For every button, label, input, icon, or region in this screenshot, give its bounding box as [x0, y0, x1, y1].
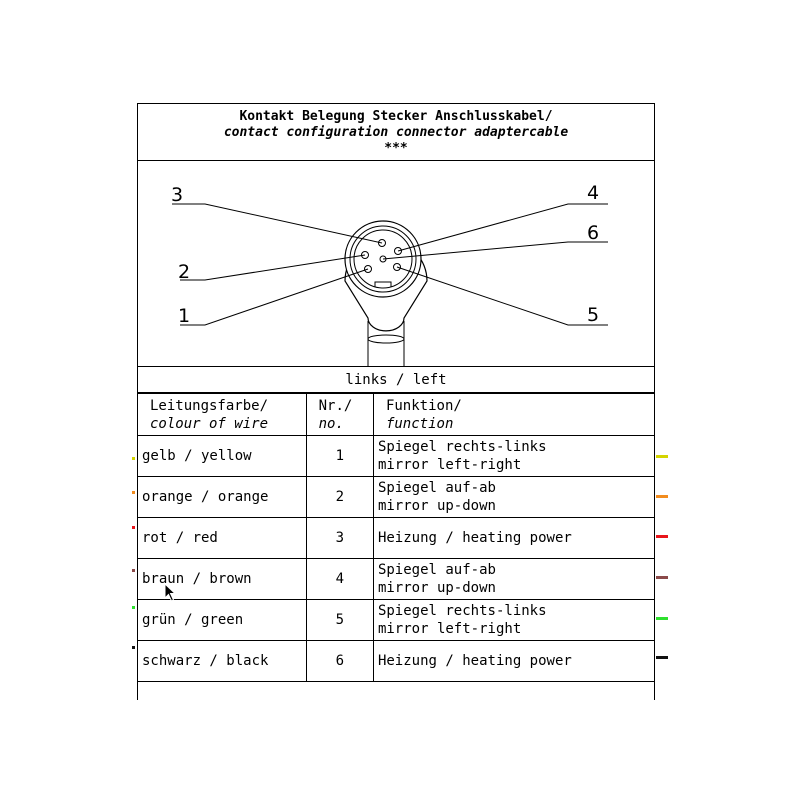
wire-colour: gelb / yellow: [138, 436, 306, 477]
function-de: Spiegel rechts-links: [377, 603, 547, 619]
table-row: [138, 600, 655, 641]
wiring-sheet: [137, 103, 655, 700]
wire-colour: orange / orange: [138, 477, 306, 518]
side-label: links / left: [138, 367, 654, 393]
leader-3: [172, 204, 382, 243]
wire-mark-right: [656, 617, 668, 620]
function-de: Heizung / heating power: [377, 530, 572, 546]
header-nr-en: no.: [318, 415, 344, 432]
function-de: Spiegel auf-ab: [377, 480, 496, 496]
leader-5: [397, 267, 608, 325]
function-en: mirror left-right: [377, 457, 522, 473]
leader-4: [398, 204, 608, 251]
sheet-title: [138, 104, 654, 161]
leader-2: [180, 255, 365, 280]
pin-label-2: 2: [178, 261, 191, 283]
pin-number: 1: [306, 436, 373, 477]
table-row: [138, 436, 655, 477]
pin-number: 5: [306, 600, 373, 641]
header-func-en: function: [385, 415, 454, 432]
wire-mark-left: [132, 646, 135, 649]
wire-colour: schwarz / black: [138, 641, 306, 682]
header-function: [373, 394, 655, 436]
cable-collar: [368, 335, 404, 343]
leader-1: [180, 269, 368, 325]
function-de: Heizung / heating power: [377, 653, 572, 669]
pin-number: 4: [306, 559, 373, 600]
title-german: Kontakt Belegung Stecker Anschlusskabel/: [239, 109, 553, 124]
table-row: [138, 518, 655, 559]
wire-mark-left: [132, 606, 135, 609]
wire-colour: rot / red: [138, 518, 306, 559]
connector-drawing: [138, 161, 654, 367]
header-func-de: Funktion/: [385, 397, 462, 414]
pin-function: [373, 477, 655, 518]
wire-mark-right: [656, 455, 668, 458]
table-row: [138, 477, 655, 518]
wire-mark-left: [132, 569, 135, 572]
pin-function: [373, 600, 655, 641]
function-en: mirror up-down: [377, 580, 496, 596]
header-colour-de: Leitungsfarbe/: [150, 397, 269, 414]
pin-label-6: 6: [587, 222, 600, 244]
function-de: Spiegel auf-ab: [377, 562, 496, 578]
header-number: [306, 394, 373, 436]
header-nr-de: Nr./: [318, 397, 353, 414]
wire-mark-right: [656, 656, 668, 659]
title-stars: ***: [384, 141, 408, 156]
table-header-row: [138, 394, 655, 436]
wire-mark-right: [656, 576, 668, 579]
pin-number: 6: [306, 641, 373, 682]
pin-label-3: 3: [171, 184, 184, 206]
wire-mark-right: [656, 535, 668, 538]
wire-mark-left: [132, 526, 135, 529]
pin-function: [373, 559, 655, 600]
pin-label-5: 5: [587, 304, 600, 326]
header-colour-en: colour of wire: [150, 415, 269, 432]
function-en: mirror up-down: [377, 498, 496, 514]
table-row: [138, 641, 655, 682]
wire-colour: grün / green: [138, 600, 306, 641]
wiring-table: [138, 393, 655, 682]
wire-colour: braun / brown: [138, 559, 306, 600]
pin-function: [373, 436, 655, 477]
title-english: contact configuration connector adaptercable: [223, 125, 569, 140]
wire-mark-right: [656, 495, 668, 498]
pin-function: [373, 518, 655, 559]
pin-function: [373, 641, 655, 682]
pin-number: 2: [306, 477, 373, 518]
wire-mark-left: [132, 491, 135, 494]
header-colour: [138, 394, 306, 436]
mouse-pointer-icon: [164, 583, 178, 603]
function-en: mirror left-right: [377, 621, 522, 637]
pin-number: 3: [306, 518, 373, 559]
wire-mark-left: [132, 457, 135, 460]
function-de: Spiegel rechts-links: [377, 439, 547, 455]
pin-label-4: 4: [587, 182, 600, 204]
table-row: [138, 559, 655, 600]
pin-label-1: 1: [178, 305, 191, 327]
connector-diagram: [138, 161, 654, 367]
